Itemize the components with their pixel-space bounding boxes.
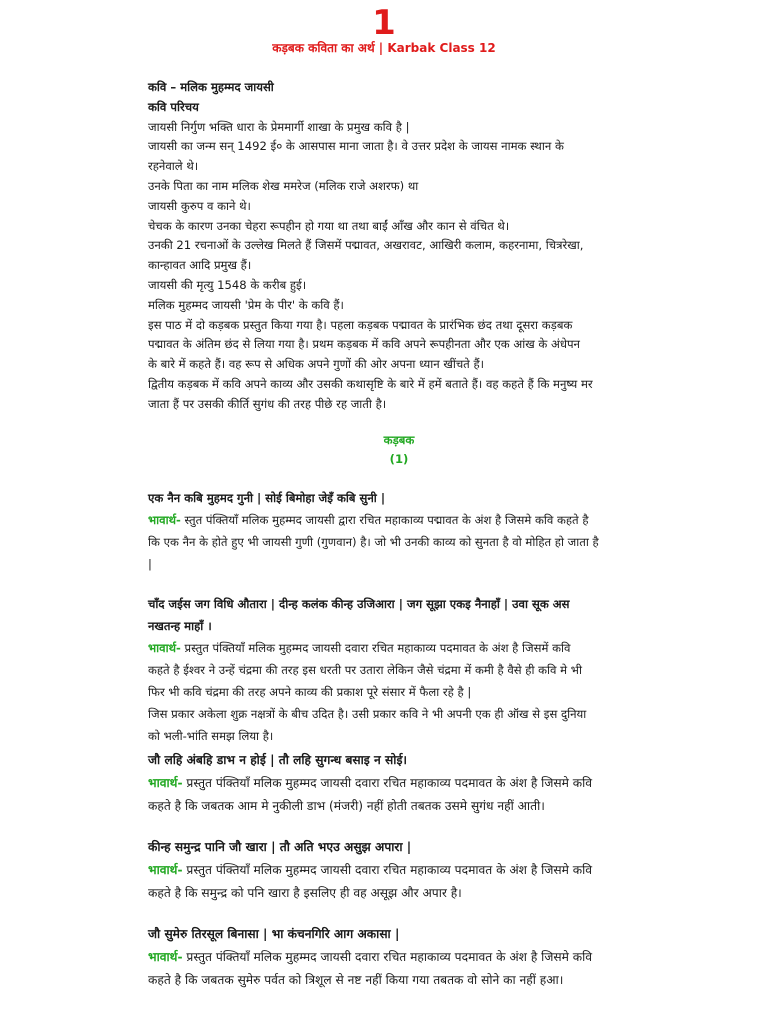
- intro-line: रहनेवाले थे।: [148, 159, 199, 174]
- meaning-line: [148, 946, 650, 969]
- verse-block: [148, 923, 650, 992]
- intro-line: जायसी कुरुप व काने थे।: [148, 198, 251, 213]
- meaning-text: प्रस्तुत पंक्तियाँ मलिक मुहम्मद जायसी दवारा रचित महाकाव्य पदमावत के अंश है जिसमे कवि: [186, 949, 593, 964]
- intro-line: कान्हावत आदि प्रमुख हैं।: [148, 258, 252, 273]
- verse-block: [148, 487, 650, 575]
- meaning-label: भावार्थ-: [148, 640, 181, 655]
- section-number: (1): [389, 451, 409, 466]
- intro-line: पद्मावत के अंतिम छंद से लिया गया है। प्रथम कड़बक में कवि अपने रूपहीनता और एक आंख के अंधेपन: [148, 337, 580, 352]
- intro-line: जाता हैं पर उसकी कीर्ति सुगंध की तरह पीछे रह जाती है।: [148, 396, 387, 411]
- verse-line: एक नैन कबि मुहमद गुनी | सोई बिमोहा जेइँ कबि सुनी |: [148, 490, 386, 505]
- intro-line: इस पाठ में दो कड़बक प्रस्तुत किया गया है। पहला कड़बक पद्मावत के प्रारंभिक छंद तथा दूसरा कड़बक: [148, 317, 573, 332]
- meaning-line: कि एक नैन के होते हुए भी जायसी गुणी (गुणवान) है। जो भी उनकी काव्य को सुनता है वो मोहित हो जाता है: [148, 534, 599, 549]
- verse-line: कीन्ह समुन्द्र पानि जौ खारा | तौ अति भएउ असुझ अपारा |: [148, 839, 412, 854]
- intro-line: जायसी की मृत्यु 1548 के करीब हुई।: [148, 277, 307, 292]
- intro-lines: [148, 118, 650, 415]
- verse-block: [148, 836, 650, 905]
- meaning-line: कहते है ईश्वर ने उन्हें चंद्रमा की तरह इस धरती पर उतारा लेकिन जैसे चंद्रमा में कमी है वैसे ही कवि मे भी: [148, 662, 582, 677]
- verse-line: जौ लहि अंबहि डाभ न होई | तौ लहि सुगन्ध बसाइ न सोई।: [148, 752, 408, 767]
- meaning-label: भावार्थ-: [148, 775, 183, 790]
- document-page: [0, 3, 768, 992]
- meaning-label: भावार्थ-: [148, 512, 181, 527]
- meaning-line: [148, 772, 650, 795]
- meaning-line: फिर भी कवि चंद्रमा की तरह अपने काव्य की प्रकाश पूरे संसार में फैला रहे है |: [148, 684, 472, 699]
- document-title: कड़बक कविता का अर्थ | Karbak Class 12: [272, 41, 496, 55]
- meaning-text: प्रस्तुत पंक्तियाँ मलिक मुहम्मद जायसी दवारा रचित महाकाव्य पदमावत के अंश है जिसमे कवि: [186, 775, 593, 790]
- verse-block: [148, 749, 650, 818]
- meaning-line: [148, 509, 650, 531]
- intro-line: मलिक मुहम्मद जायसी 'प्रेम के पीर' के कवि हैं।: [148, 297, 344, 312]
- meaning-line: कहते है कि जबतक सुमेरु पर्वत को त्रिशूल से नष्ट नहीं किया गया तबतक वो सोने का नहीं हआ।: [148, 972, 564, 987]
- verse-line: चाँद जईस जग विधि औतारा | दीन्ह कलंक कीन्ह उजिआरा | जग सूझा एकइ नैनाहाँ | उवा सूक अस: [148, 596, 570, 611]
- verse-block: [148, 593, 650, 747]
- intro-line: जायसी निर्गुण भक्ति धारा के प्रेममार्गी शाखा के प्रमुख कवि है |: [148, 119, 410, 134]
- intro-line: द्वितीय कड़बक में कवि अपने काव्य और उसकी कथासृष्टि के बारे में हमें बताते हैं। वह कहते हैं कि मनुष्य मर: [148, 376, 593, 391]
- intro-line: उनकी 21 रचनाओं के उल्लेख मिलते हैं जिसमें पद्मावत, अखरावट, आखिरी कलाम, कहरनामा, चित्ररेखा,: [148, 238, 584, 253]
- meaning-text: प्रस्तुत पंक्तियाँ मलिक मुहम्मद जायसी दवारा रचित महाकाव्य पदमावत के अंश है जिसमें कवि: [184, 640, 571, 655]
- meaning-line: कहते है कि जबतक आम मे नुकीली डाभ (मंजरी) नहीं होती तबतक उसमे सुगंध नहीं आती।: [148, 798, 545, 813]
- meaning-line: कहते है कि समुन्द्र को पनि खारा है इसलिए ही वह असूझ और अपार है।: [148, 885, 462, 900]
- intro-line: चेचक के कारण उनका चेहरा रूपहीन हो गया था तथा बाईं आँख और कान से वंचित थे।: [148, 218, 510, 233]
- document-body: [0, 78, 768, 992]
- verse-line: नखतन्ह माहाँ ।: [148, 618, 212, 633]
- poet-introduction: [148, 78, 650, 415]
- section-title: कड़बक: [383, 432, 415, 447]
- verse-line: जौ सुमेरु तिरसूल बिनासा | भा कंचनगिरि आग अकासा |: [148, 926, 400, 941]
- meaning-line: [148, 637, 650, 659]
- page-number: 1: [372, 3, 396, 43]
- meaning-label: भावार्थ-: [148, 949, 183, 964]
- intro-line: जायसी का जन्म सन् 1492 ई० के आसपास माना जाता है। वे उत्तर प्रदेश के जायस नामक स्थान के: [148, 139, 564, 154]
- meaning-line: को भली-भांति समझ लिया है।: [148, 728, 274, 743]
- intro-heading: कवि परिचय: [148, 99, 199, 114]
- intro-line: उनके पिता का नाम मलिक शेख ममरेज (मलिक राजे अशरफ) था: [148, 178, 419, 193]
- meaning-line: जिस प्रकार अकेला शुक्र नक्षत्रों के बीच उदित है। उसी प्रकार कवि ने भी अपनी एक ही ऑख से इस दुनिया: [148, 706, 587, 721]
- meaning-label: भावार्थ-: [148, 862, 183, 877]
- poet-heading: कवि – मलिक मुहम्मद जायसी: [148, 80, 274, 94]
- meaning-text: स्तुत पंक्तियाँ मलिक मुहम्मद जायसी द्वारा रचित महाकाव्य पद्मावत के अंश है जिसमे कवि कहते है: [184, 512, 589, 527]
- meaning-line: |: [148, 556, 152, 571]
- meaning-text: प्रस्तुत पंक्तियाँ मलिक मुहम्मद जायसी दवारा रचित महाकाव्य पदमावत के अंश है जिसमे कवि: [186, 862, 593, 877]
- meaning-line: [148, 859, 650, 882]
- lower-verses: [148, 749, 650, 992]
- intro-line: के बारे में कहते हैं। वह रूप से अधिक अपने गुणों की ओर अपना ध्यान खींचते हैं।: [148, 357, 485, 372]
